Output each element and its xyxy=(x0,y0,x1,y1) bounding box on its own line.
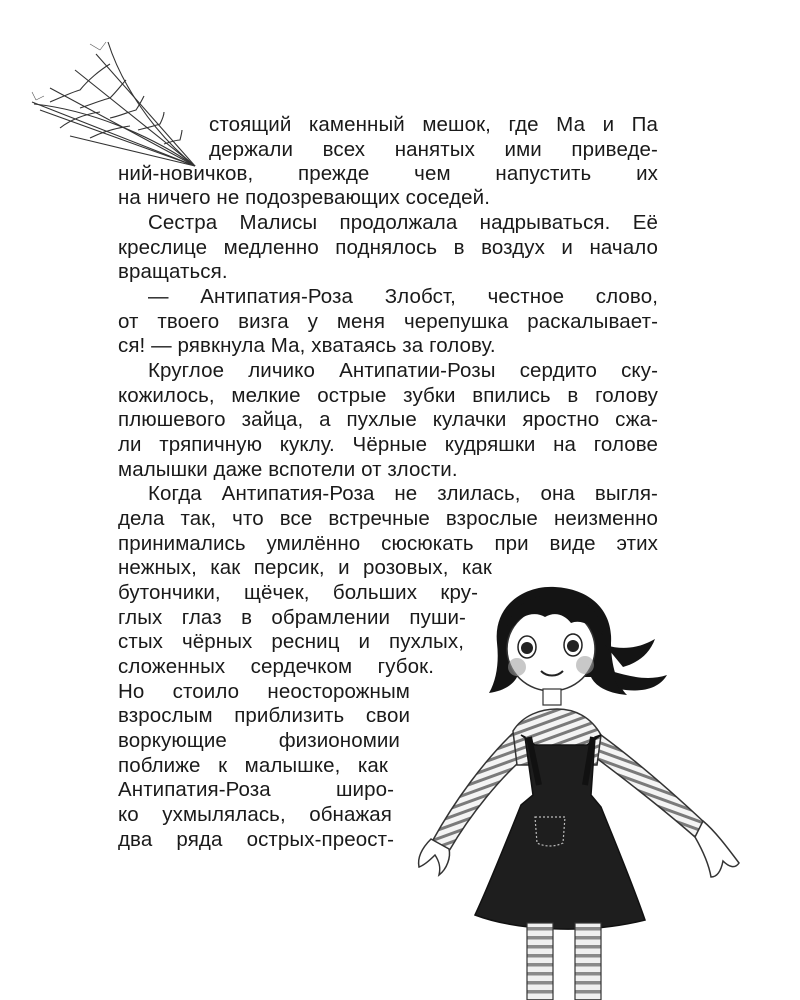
text-line: плюшевого зайца, а пухлые кулачки яростно сжа- xyxy=(118,408,658,431)
text-line: кожилось, мелкие острые зубки впились в голову xyxy=(118,384,658,407)
text-line: — Антипатия-Роза Злобст, честное слово, xyxy=(148,285,658,308)
text-line: на ничего не подозревающих соседей. xyxy=(118,186,490,209)
text-line: дела так, что все встречные взрослые неизменно xyxy=(118,507,658,530)
text-line: стых чёрных ресниц и пухлых, xyxy=(118,630,464,653)
text-line: ли тряпичную куклу. Чёрные кудряшки на голове xyxy=(118,433,658,456)
text-line: малышки даже вспотели от злости. xyxy=(118,458,458,481)
text-line: воркующие физиономии xyxy=(118,729,400,752)
text-line: Сестра Малисы продолжала надрываться. Её xyxy=(148,211,658,234)
text-line: ся! — рявкнула Ма, хватаясь за голову. xyxy=(118,334,496,357)
text-line: нежных, как персик, и розовых, как xyxy=(118,556,492,579)
text-line: Круглое личико Антипатии-Розы сердито ску- xyxy=(148,359,658,382)
text-line: вращаться. xyxy=(118,260,228,283)
text-line: сложенных сердечком губок. xyxy=(118,655,434,678)
text-line: бутончики, щёчек, больших кру- xyxy=(118,581,478,604)
text-line: Но стоило неосторожным xyxy=(118,680,410,703)
text-line: взрослым приблизить свои xyxy=(118,704,410,727)
text-line: ний-новичков, прежде чем напустить их xyxy=(118,162,658,185)
text-line: держали всех нанятых ими приведе- xyxy=(209,138,658,161)
text-line: принимались умилённо сюсюкать при виде этих xyxy=(118,532,658,555)
text-line: креслице медленно поднялось в воздух и начало xyxy=(118,236,658,259)
text-line: от твоего визга у меня черепушка раскалывает- xyxy=(118,310,658,333)
text-line: Антипатия-Роза широ- xyxy=(118,778,394,801)
text-line: стоящий каменный мешок, где Ма и Па xyxy=(209,113,658,136)
girl-illustration xyxy=(405,585,765,1000)
text-line: глых глаз в обрамлении пуши- xyxy=(118,606,466,629)
text-line: Когда Антипатия-Роза не злилась, она выгля- xyxy=(148,482,658,505)
spiderweb-icon xyxy=(30,40,205,170)
text-line: поближе к малышке, как xyxy=(118,754,388,777)
text-line: ко ухмылялась, обнажая xyxy=(118,803,392,826)
text-line: два ряда острых-преост- xyxy=(118,828,394,851)
